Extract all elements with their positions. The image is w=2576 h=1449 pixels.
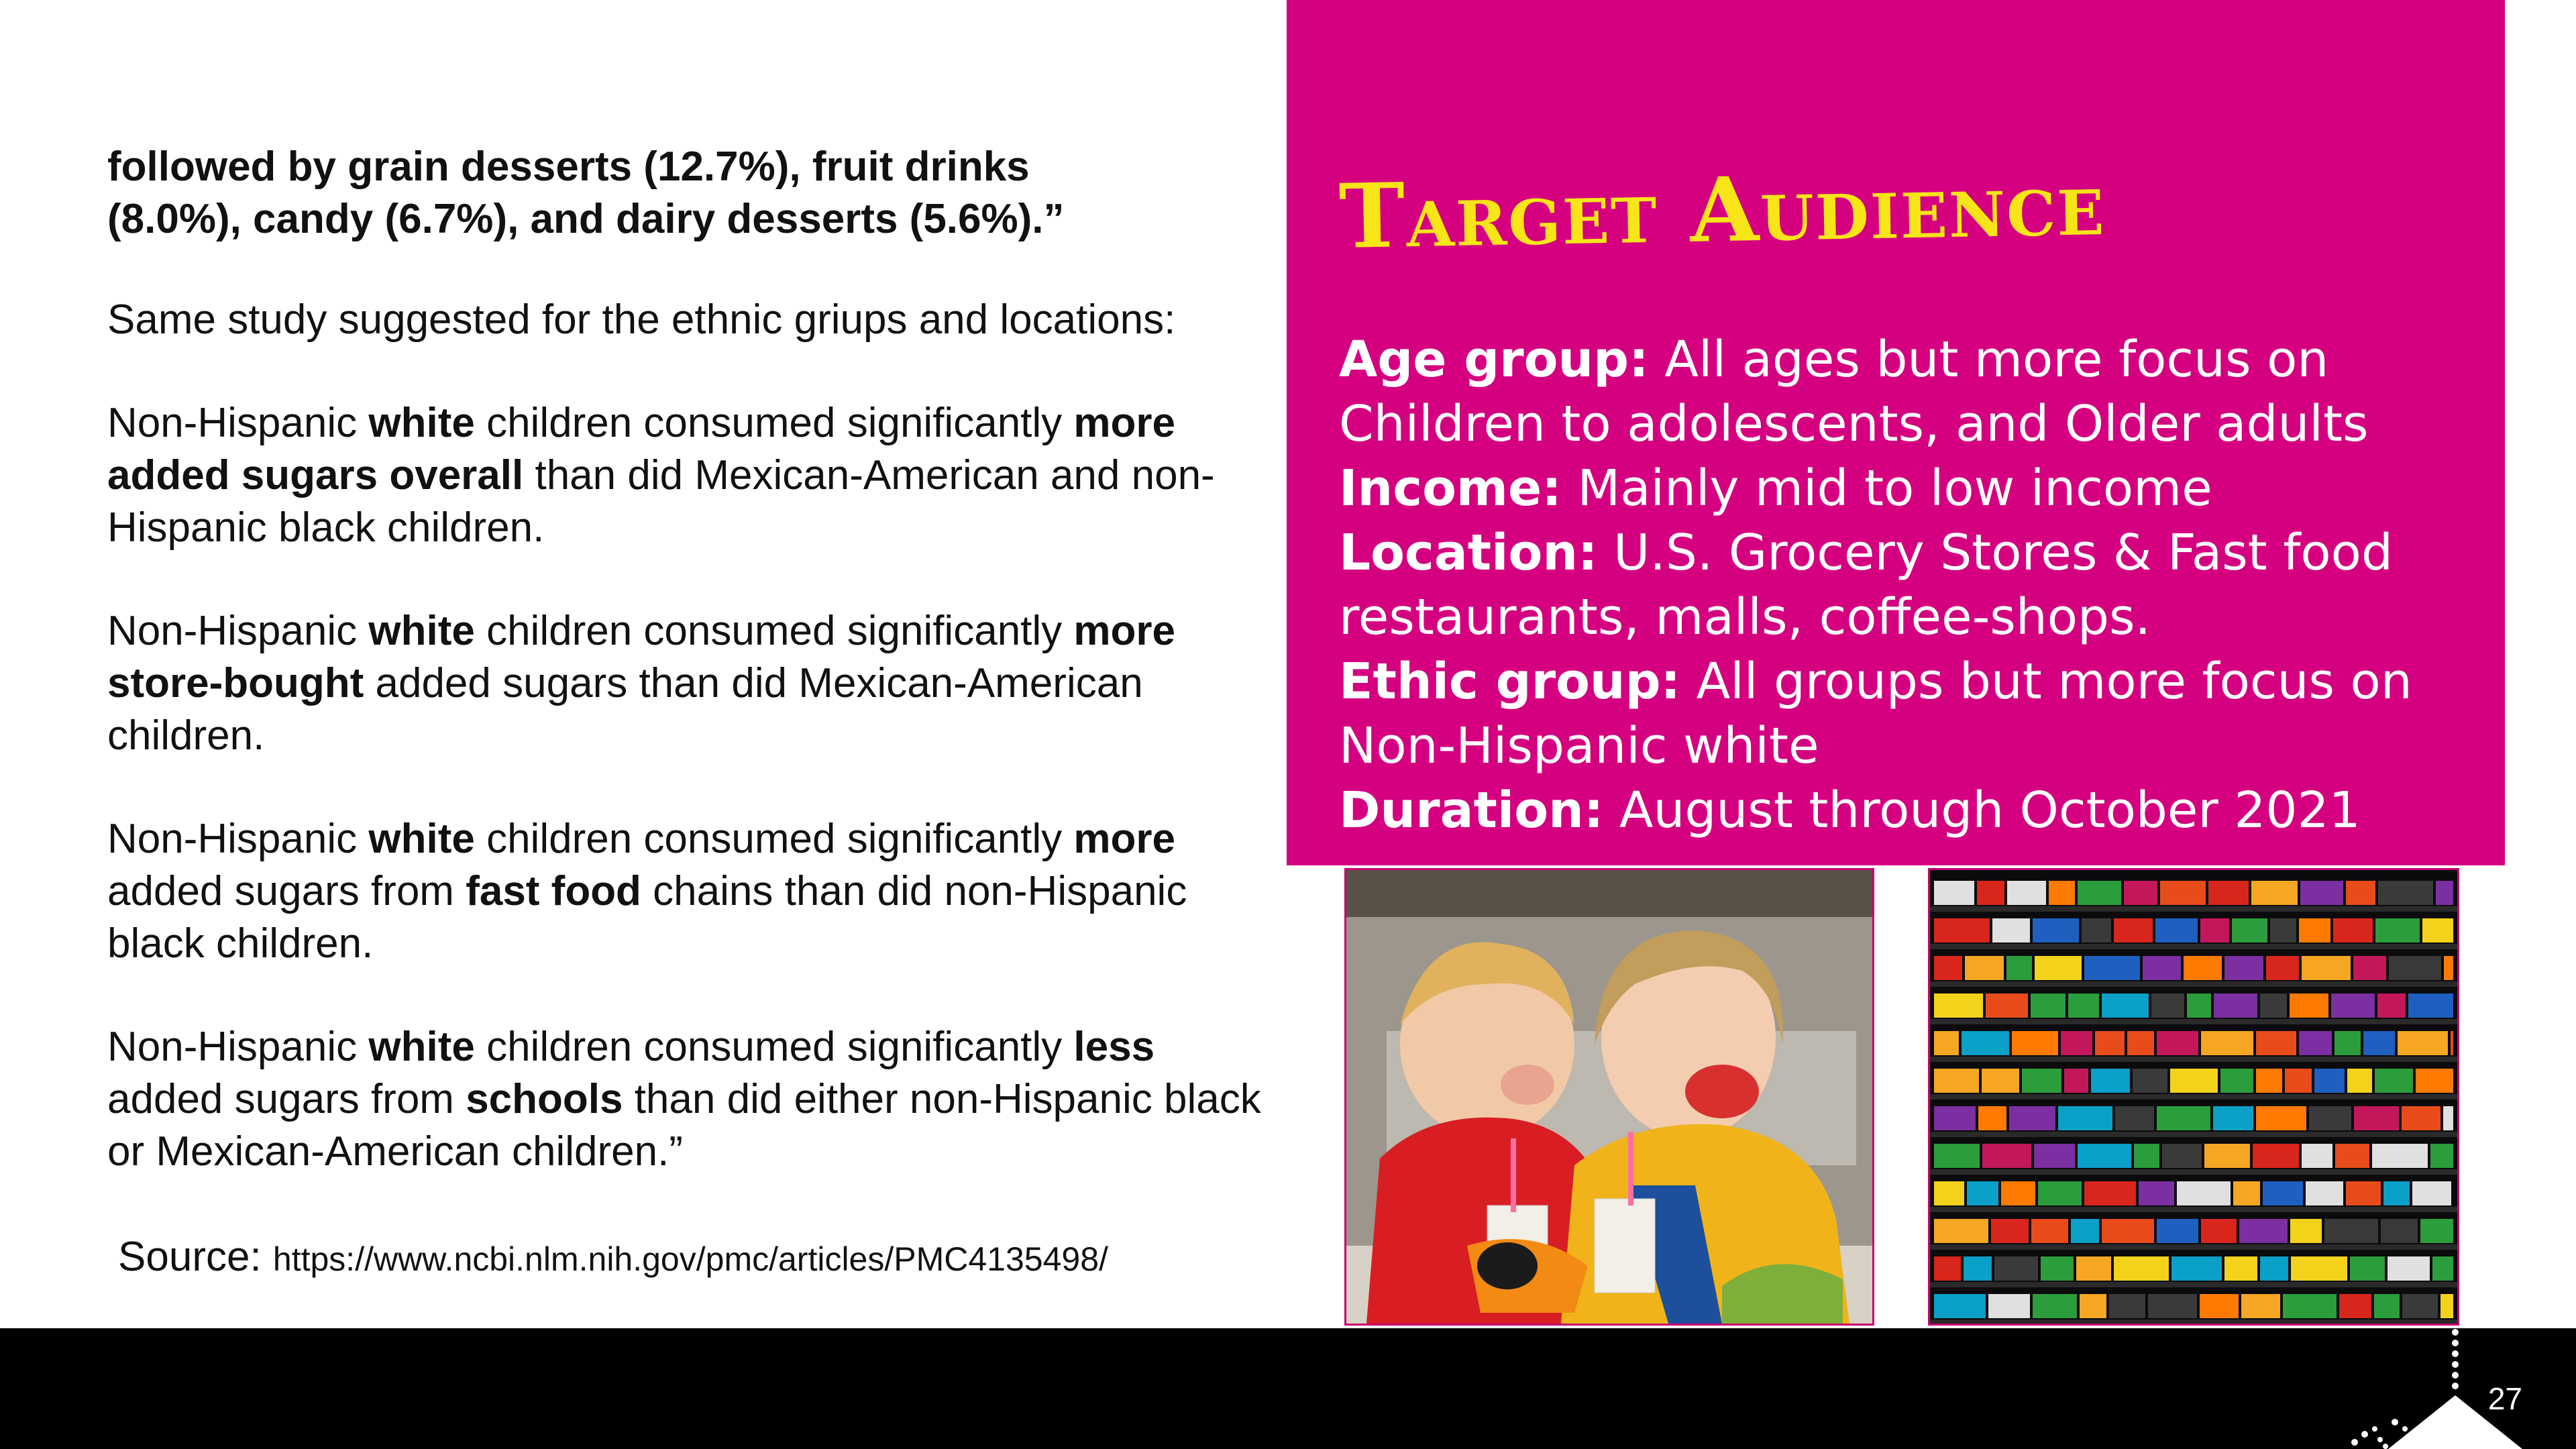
candy-box <box>2127 1031 2154 1055</box>
finding-bold: more added sugars overall <box>107 400 1176 498</box>
shelf-edge <box>1930 1057 2457 1062</box>
shelf-edge <box>1930 1132 2457 1137</box>
candy-box <box>2291 1256 2347 1281</box>
candy-box <box>2012 1031 2058 1055</box>
candy-box <box>2256 1031 2296 1055</box>
candy-box <box>2444 956 2453 980</box>
candy-box <box>1978 1106 2006 1130</box>
finding-4 <box>107 1021 1261 1178</box>
candy-box <box>1977 881 2004 905</box>
finding-text: chains than did non-Hispanic black children. <box>107 868 1187 967</box>
candy-box <box>2143 956 2181 980</box>
candy-box <box>2157 1031 2198 1055</box>
intro-text: Same study suggested for the ethnic griups and locations: <box>107 297 1176 343</box>
candy-box <box>2148 1294 2197 1318</box>
candy-box <box>2263 1181 2303 1205</box>
candy-box <box>2260 994 2287 1018</box>
candy-box <box>2256 1106 2306 1130</box>
shelf-edge <box>1930 906 2457 912</box>
candy-box <box>2241 1294 2280 1318</box>
candy-box <box>2346 881 2375 905</box>
candy-box <box>1934 1031 1959 1055</box>
candy-box <box>2009 1106 2055 1130</box>
candy-box <box>2283 1294 2337 1318</box>
candy-box <box>2440 1294 2453 1318</box>
candy-box <box>2071 1219 2099 1243</box>
audience-value: All ages but more focus on Children to adolescents, and Older adults <box>1339 331 2369 453</box>
candy-box <box>2253 1144 2299 1168</box>
candy-box <box>1994 1256 2038 1281</box>
candy-box <box>2220 1069 2253 1093</box>
candy-box <box>2095 1031 2125 1055</box>
candy-box <box>2251 881 2298 905</box>
shelf-edge <box>1930 944 2457 949</box>
candy-box <box>2022 1069 2061 1093</box>
corner-decoration <box>2254 1328 2576 1449</box>
candy-shelves-image <box>1930 870 2457 1324</box>
source-link[interactable]: https://www.ncbi.nlm.nih.gov/pmc/articles/PMC4135498/ <box>272 1240 1108 1278</box>
finding-text: children consumed significantly <box>474 400 1074 446</box>
target-audience-panel <box>1287 0 2505 865</box>
candy-box <box>2398 1031 2448 1055</box>
candy-box <box>2091 1069 2130 1093</box>
candy-box <box>2034 1144 2075 1168</box>
audience-value: U.S. Grocery Stores & Fast food restaurants, malls, coffee-shops. <box>1339 524 2393 646</box>
children-eating-image <box>1346 870 1872 1324</box>
candy-box <box>2155 918 2198 943</box>
candy-box <box>2374 1294 2400 1318</box>
audience-label: Duration: <box>1339 782 1604 839</box>
candy-box <box>1982 1144 2031 1168</box>
candy-box <box>2084 1181 2136 1205</box>
finding-text: children consumed significantly <box>474 1024 1074 1070</box>
finding-bold: fast food <box>466 868 641 914</box>
finding-bold: white <box>368 608 475 654</box>
shelf-edge <box>1930 1019 2457 1024</box>
candy-box <box>2375 1069 2413 1093</box>
footer-bar <box>0 1328 2576 1449</box>
candy-box <box>2201 1031 2253 1055</box>
candy-box <box>2335 1144 2369 1168</box>
candy-box <box>1982 1069 2019 1093</box>
candy-box <box>1934 1106 1976 1130</box>
candy-box <box>2068 994 2099 1018</box>
candy-box <box>2214 994 2257 1018</box>
candy-box <box>1962 1031 2009 1055</box>
candy-box <box>2224 1256 2257 1281</box>
candy-box <box>1965 956 2004 980</box>
candy-box <box>2224 956 2263 980</box>
candy-box <box>2124 881 2157 905</box>
audience-label: Ethic group: <box>1339 653 1681 710</box>
candy-box <box>2058 1106 2112 1130</box>
audience-value: All groups but more focus on Non-Hispanic white <box>1339 653 2412 775</box>
finding-bold: white <box>368 400 475 446</box>
lead-line-1: followed by grain desserts (12.7%), fruit drinks <box>107 144 1030 190</box>
children-eating-photo <box>1344 868 1874 1326</box>
candy-box <box>2324 1219 2378 1243</box>
candy-box <box>2256 1069 2282 1093</box>
body-text <box>107 141 1261 1229</box>
finding-text: than did either non-Hispanic black or Mexican-American children.” <box>107 1076 1261 1175</box>
candy-box <box>2080 1294 2106 1318</box>
finding-text: children consumed significantly <box>474 816 1074 862</box>
candy-box <box>2353 956 2386 980</box>
candy-box <box>2076 1256 2111 1281</box>
candy-box <box>2372 1144 2428 1168</box>
candy-box <box>2290 1219 2322 1243</box>
shelf-edge <box>1930 1244 2457 1250</box>
finding-text: added sugars from <box>107 1076 466 1122</box>
shelf-edge <box>1930 1207 2457 1212</box>
candy-box <box>2302 956 2351 980</box>
candy-box <box>1934 1219 1988 1243</box>
candy-box <box>2134 1144 2159 1168</box>
candy-box <box>1988 1294 2030 1318</box>
candy-box <box>2432 1256 2453 1281</box>
candy-box <box>2299 918 2330 943</box>
candy-box <box>2204 1144 2250 1168</box>
finding-text: than did Mexican-American and non-Hispanic black children. <box>107 452 1215 551</box>
candy-box <box>2300 881 2343 905</box>
candy-box <box>2387 1256 2430 1281</box>
candy-box <box>2177 1181 2231 1205</box>
candy-box <box>2412 1181 2451 1205</box>
audience-label: Age group: <box>1339 331 1649 388</box>
candy-box <box>2347 1069 2372 1093</box>
candy-box <box>2031 1219 2068 1243</box>
candy-box <box>2160 881 2206 905</box>
lead-line-2: (8.0%), candy (6.7%), and dairy desserts (5.6%).” <box>107 196 1065 242</box>
finding-bold: less <box>1073 1024 1155 1070</box>
candy-box <box>2436 881 2453 905</box>
candy-box <box>2038 1181 2082 1205</box>
shelf-edge <box>1930 1320 2457 1324</box>
candy-box <box>2035 956 2082 980</box>
candy-box <box>2049 881 2075 905</box>
candy-box <box>2201 1219 2237 1243</box>
candy-box <box>2157 1106 2210 1130</box>
candy-box <box>2139 1181 2174 1205</box>
finding-bold: more <box>1073 816 1176 862</box>
finding-3 <box>107 813 1261 970</box>
candy-box <box>2171 1256 2222 1281</box>
panel-title: Target Audience <box>1338 152 2106 269</box>
candy-box <box>1967 1181 1998 1205</box>
source-line <box>118 1233 1108 1281</box>
audience-value: Mainly mid to low income <box>1561 460 2212 517</box>
candy-box <box>1992 918 2030 943</box>
candy-box <box>2420 1219 2453 1243</box>
candy-box <box>1934 918 1990 943</box>
candy-box <box>2270 918 2296 943</box>
candy-box <box>2031 994 2065 1018</box>
candy-box <box>2285 1069 2312 1093</box>
audience-item-ethnic <box>1339 649 2493 778</box>
candy-box <box>2232 918 2267 943</box>
candy-box <box>2377 994 2406 1018</box>
candy-box <box>2006 956 2032 980</box>
candy-box <box>1934 1144 1980 1168</box>
page-number: 27 <box>2487 1381 2522 1416</box>
source-label: Source: <box>118 1234 262 1280</box>
finding-2 <box>107 605 1261 762</box>
candy-box <box>2354 1106 2399 1130</box>
finding-text: Non-Hispanic <box>107 1024 369 1070</box>
finding-bold: white <box>368 1024 475 1070</box>
lead-quote <box>107 141 1261 246</box>
audience-item-duration <box>1339 778 2493 843</box>
candy-box <box>1934 956 1962 980</box>
candy-box <box>2375 918 2420 943</box>
candy-box <box>1934 1181 1964 1205</box>
candy-box <box>2213 1106 2253 1130</box>
candy-box <box>2157 1219 2198 1243</box>
finding-text: Non-Hispanic <box>107 608 369 654</box>
candy-box <box>2430 1144 2453 1168</box>
candy-box <box>2260 1256 2288 1281</box>
candy-box <box>2200 918 2229 943</box>
candy-box <box>2378 881 2433 905</box>
candy-box <box>1934 1256 1961 1281</box>
candy-box <box>2033 918 2079 943</box>
candy-box <box>2339 1294 2371 1318</box>
candy-box <box>2109 1294 2145 1318</box>
audience-item-location <box>1339 521 2493 649</box>
candy-box <box>2346 1181 2381 1205</box>
finding-1 <box>107 397 1261 554</box>
candy-box <box>2443 1106 2453 1130</box>
shelf-edge <box>1930 1094 2457 1099</box>
candy-box <box>2363 1031 2395 1055</box>
candy-box <box>2084 956 2140 980</box>
candy-box <box>2233 1181 2260 1205</box>
candy-box <box>2151 994 2184 1018</box>
candy-box <box>1986 994 2028 1018</box>
candy-box <box>2402 1294 2438 1318</box>
finding-text: children consumed significantly <box>474 608 1074 654</box>
candy-box <box>2422 918 2453 943</box>
candy-box <box>2389 956 2441 980</box>
candy-box <box>2306 1181 2343 1205</box>
audience-label: Income: <box>1339 460 1562 517</box>
candy-box <box>2314 1069 2345 1093</box>
shelf-edge <box>1930 1169 2457 1175</box>
candy-box <box>2061 1031 2092 1055</box>
shelf-edge <box>1930 1282 2457 1287</box>
candy-box <box>2078 881 2121 905</box>
finding-text: Non-Hispanic <box>107 400 369 446</box>
candy-box <box>2007 881 2046 905</box>
candy-box <box>2383 1181 2410 1205</box>
candy-box <box>2266 956 2299 980</box>
candy-box <box>2239 1219 2288 1243</box>
candy-box <box>2200 1294 2239 1318</box>
candy-box <box>2078 1144 2131 1168</box>
candy-box <box>2416 1069 2453 1093</box>
finding-text: added sugars than did Mexican-American children. <box>107 660 1143 759</box>
candy-box <box>2350 1256 2385 1281</box>
candy-box <box>2302 1144 2332 1168</box>
finding-bold: more store-bought <box>107 608 1176 706</box>
candy-box <box>2133 1069 2167 1093</box>
candy-box <box>2331 994 2375 1018</box>
candy-box <box>2381 1219 2418 1243</box>
candy-box <box>2184 956 2222 980</box>
finding-bold: white <box>368 816 475 862</box>
candy-box <box>2102 1219 2154 1243</box>
candy-box <box>1934 994 1983 1018</box>
candy-box <box>2402 1106 2440 1130</box>
candy-box <box>2064 1069 2088 1093</box>
candy-box <box>2162 1144 2202 1168</box>
candy-box <box>2309 1106 2351 1130</box>
candy-box <box>2299 1031 2332 1055</box>
candy-box <box>2290 994 2328 1018</box>
candy-box <box>2115 1106 2154 1130</box>
candy-box <box>2082 918 2111 943</box>
candy-box <box>2001 1181 2035 1205</box>
candy-box <box>1964 1256 1992 1281</box>
candy-box <box>2114 918 2153 943</box>
finding-text: added sugars from <box>107 868 466 914</box>
finding-text: Non-Hispanic <box>107 816 369 862</box>
audience-item-income <box>1339 456 2493 521</box>
candy-box <box>2408 994 2453 1018</box>
finding-bold: schools <box>466 1076 623 1122</box>
candy-box <box>2334 1031 2361 1055</box>
candy-box <box>2187 994 2211 1018</box>
candy-shelves-photo <box>1928 868 2459 1326</box>
candy-box <box>2114 1256 2169 1281</box>
candy-box <box>2102 994 2149 1018</box>
candy-box <box>1934 1294 1986 1318</box>
candy-box <box>2033 1294 2077 1318</box>
shelf-edge <box>1930 981 2457 987</box>
candy-box <box>2333 918 2373 943</box>
candy-box <box>1934 881 1974 905</box>
candy-box <box>2208 881 2249 905</box>
candy-box <box>2170 1069 2218 1093</box>
audience-item-age <box>1339 327 2493 456</box>
candy-box <box>1934 1069 1979 1093</box>
candy-box <box>2451 1031 2453 1055</box>
audience-label: Location: <box>1339 524 1598 582</box>
audience-list <box>1339 327 2493 843</box>
candy-box <box>1991 1219 2029 1243</box>
audience-value: August through October 2021 <box>1603 782 2361 839</box>
candy-box <box>2041 1256 2074 1281</box>
